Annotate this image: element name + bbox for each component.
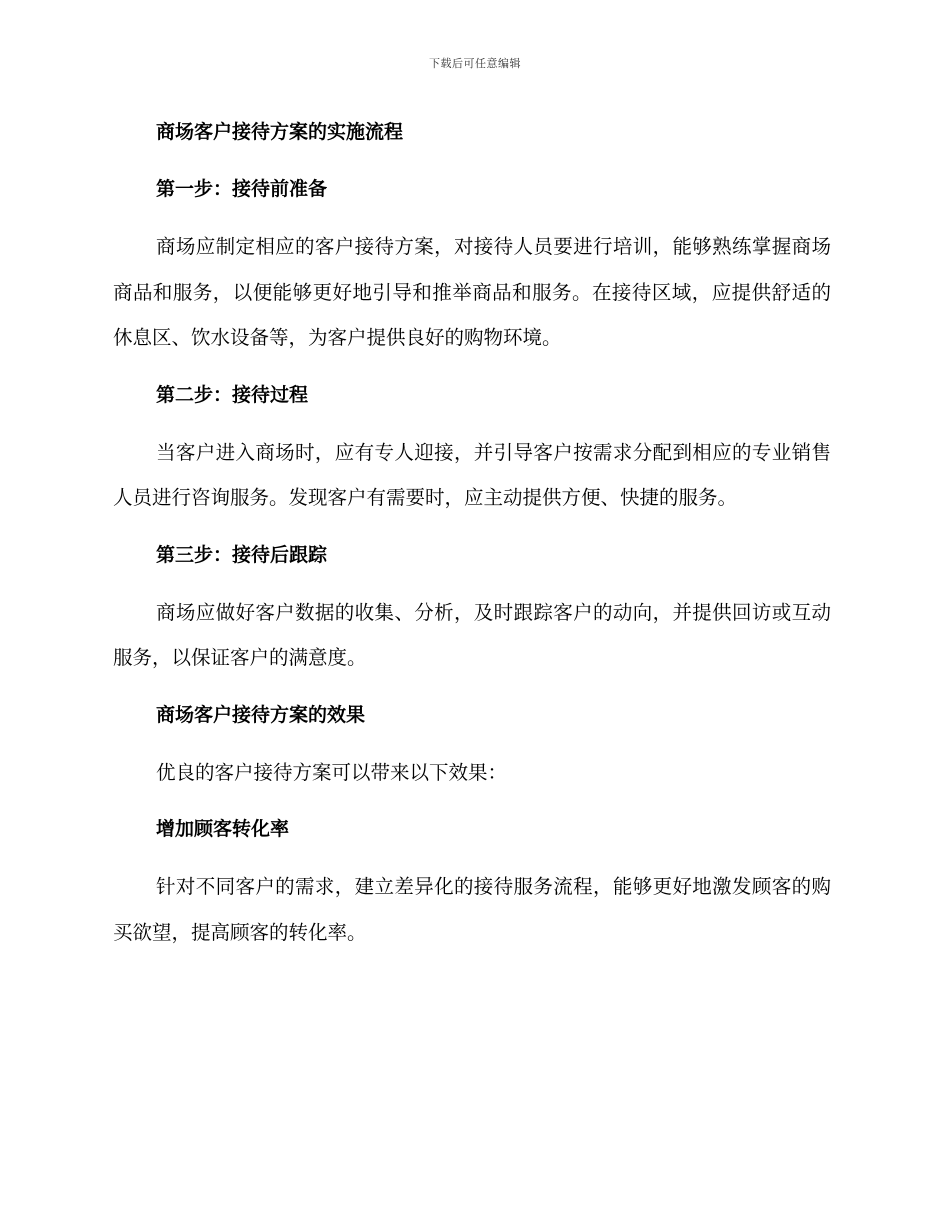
step3-heading: 第三步：接待后跟踪 <box>156 543 328 566</box>
document-body <box>113 110 831 955</box>
step1-heading: 第一步：接待前准备 <box>156 178 328 200</box>
step2-paragraph: 当客户进入商场时，应有专人迎接，并引导客户按需求分配到相应的专业销售人员进行咨询服务。发现客户有需要时，应主动提供方便、快捷的服务。 <box>113 440 831 509</box>
effects-intro: 优良的客户接待方案可以带来以下效果： <box>156 760 508 784</box>
section-heading-effects: 商场客户接待方案的效果 <box>156 703 366 726</box>
step3-paragraph: 商场应做好客户数据的收集、分析，及时跟踪客户的动向，并提供回访或互动服务，以保证客户的满意度。 <box>113 600 831 669</box>
step2-heading: 第二步：接待过程 <box>156 383 309 406</box>
header-note: 下载后可任意编辑 <box>429 57 521 70</box>
effect1-heading: 增加顾客转化率 <box>156 818 290 840</box>
step1-paragraph: 商场应制定相应的客户接待方案，对接待人员要进行培训，能够熟练掌握商场商品和服务，以便能够更好地引导和推举商品和服务。在接待区域，应提供舒适的休息区、饮水设备等，为客户提供良好的购物环境。 <box>113 235 831 349</box>
section-heading-implementation: 商场客户接待方案的实施流程 <box>156 121 404 143</box>
effect1-paragraph: 针对不同客户的需求，建立差异化的接待服务流程，能够更好地激发顾客的购买欲望，提高顾客的转化率。 <box>113 875 831 944</box>
